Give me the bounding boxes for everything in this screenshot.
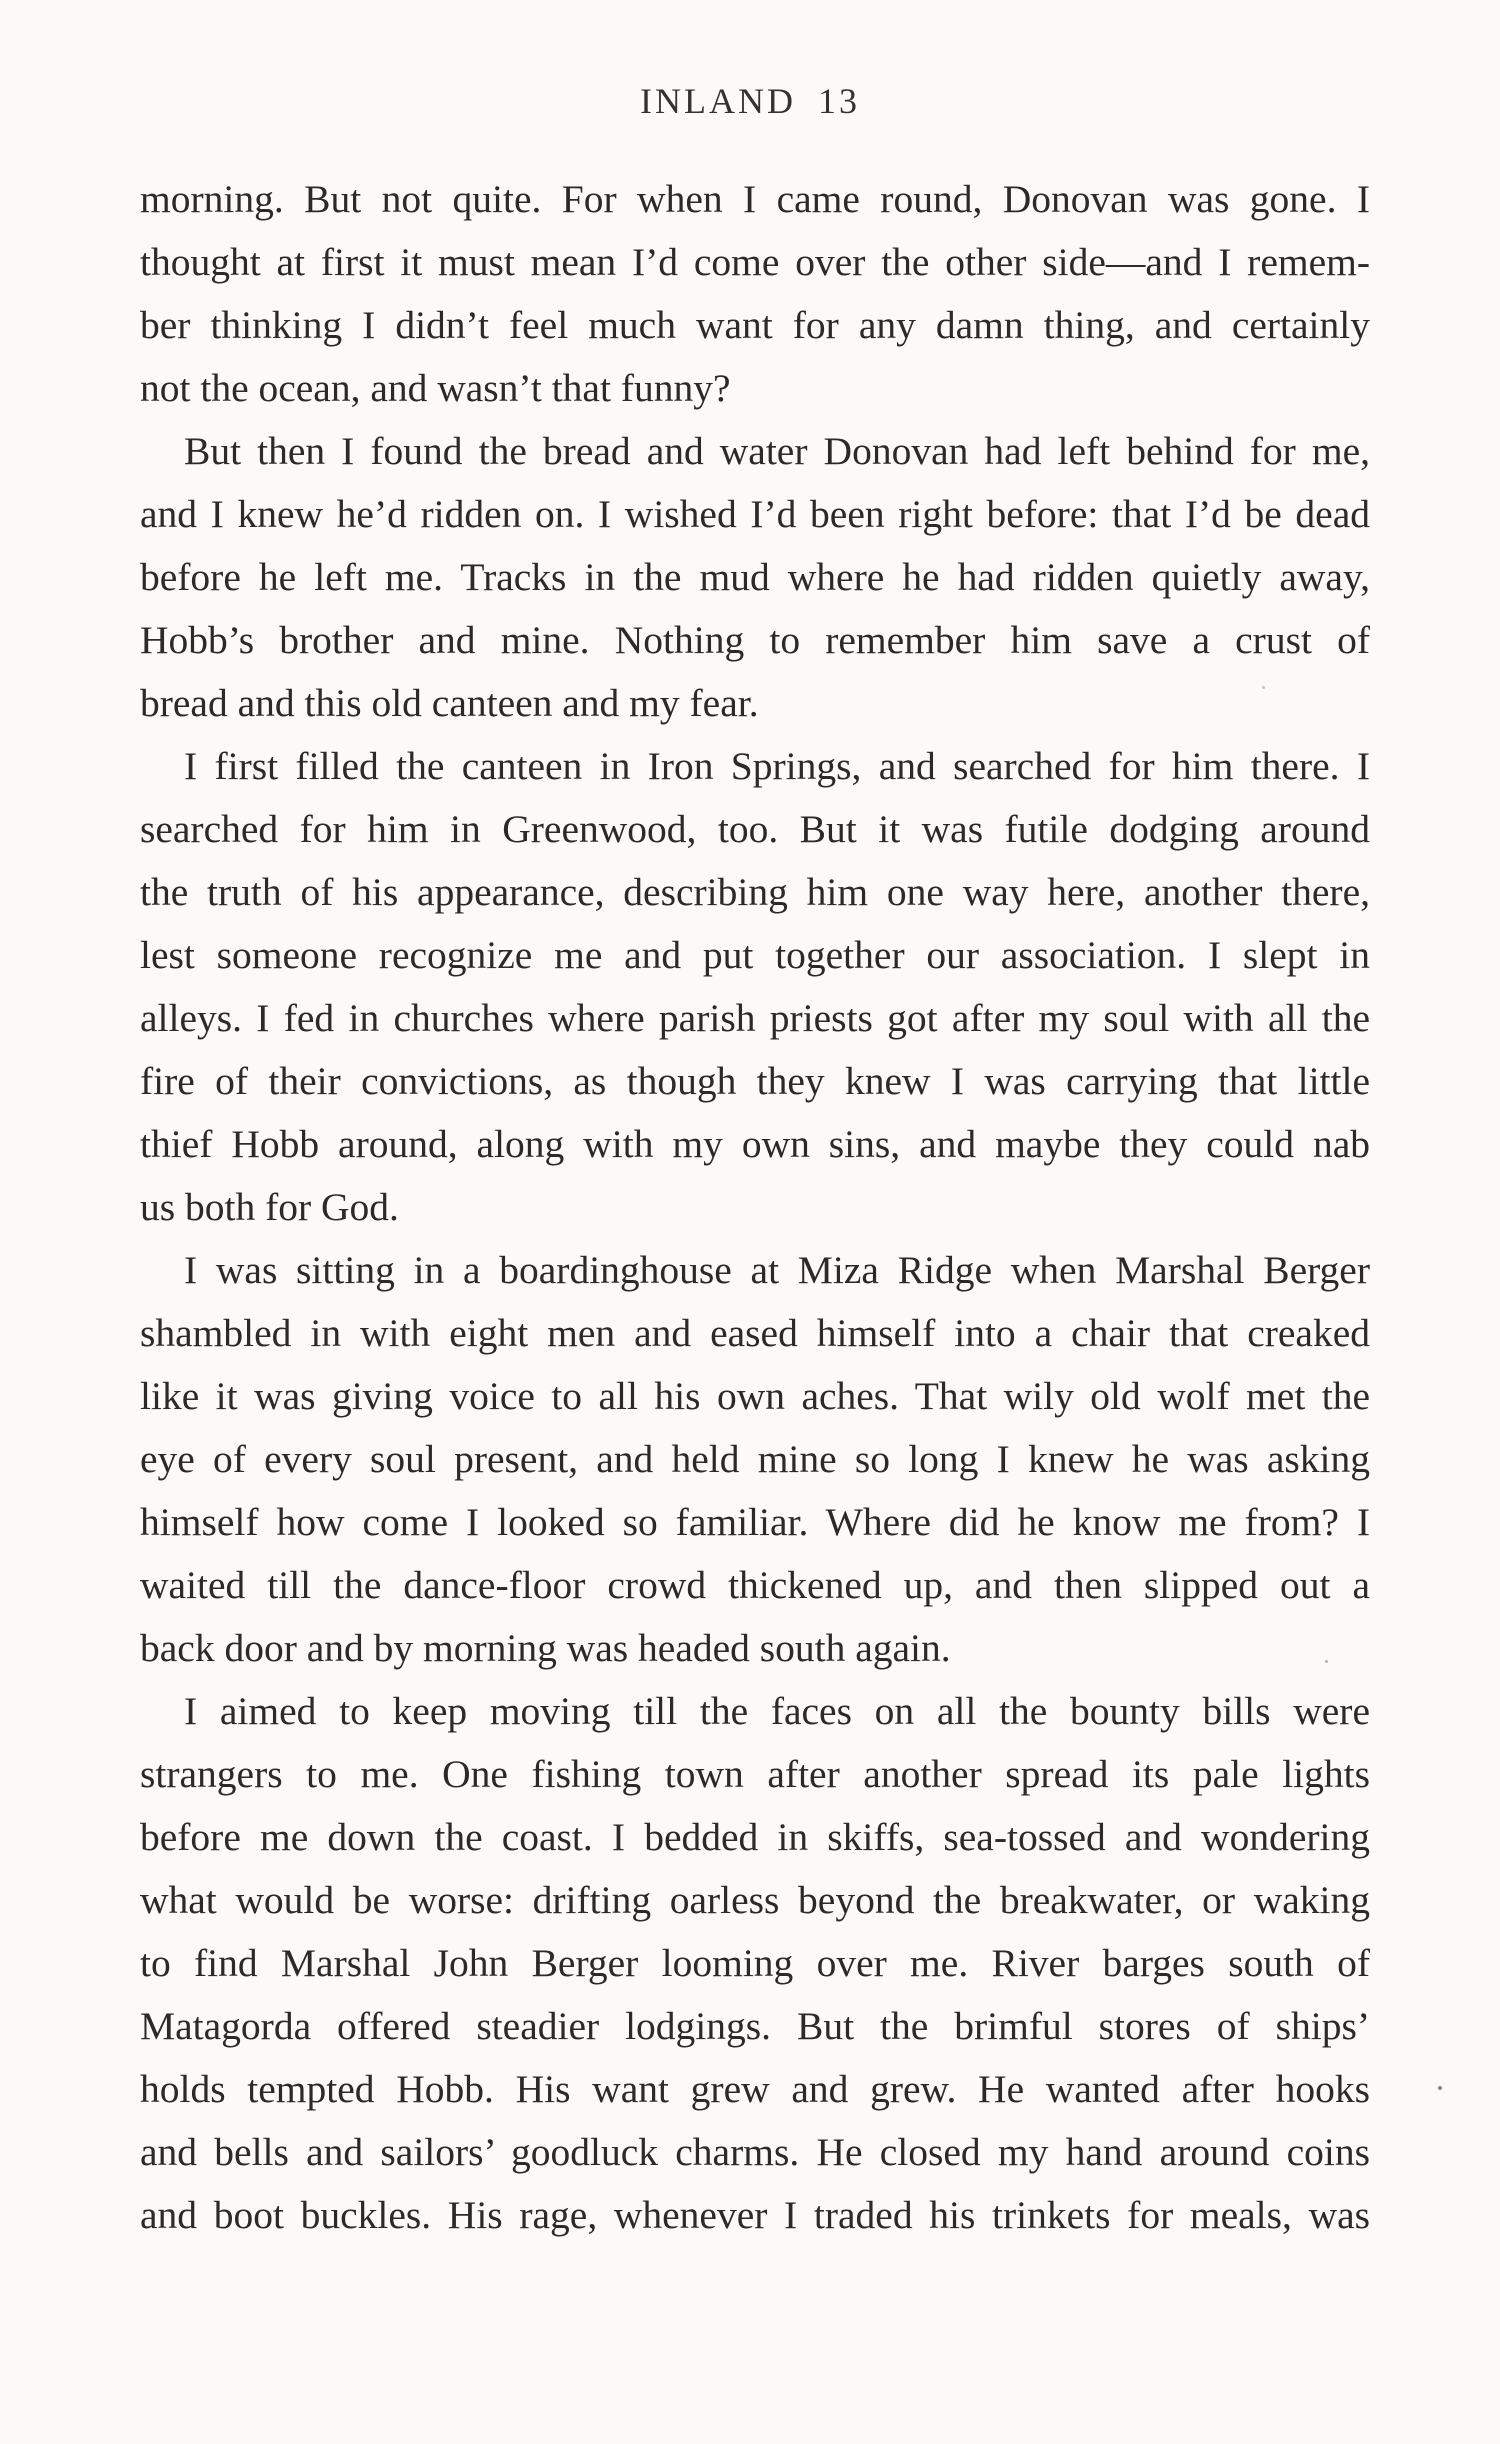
- text-line: strangers to me. One fishing town after another spread its pale lights: [140, 1752, 1370, 1796]
- scan-speck: [1325, 1660, 1328, 1663]
- page-number: 13: [817, 81, 860, 121]
- body-text: [140, 168, 1370, 2247]
- text-line: fire of their convictions, as though they knew I was carrying that little: [140, 1059, 1370, 1103]
- text-line: I first filled the canteen in Iron Springs, and searched for him there. I: [184, 744, 1370, 788]
- text-line: Matagorda offered steadier lodgings. But the brimful stores of ships’: [140, 2004, 1370, 2048]
- text-line: and I knew he’d ridden on. I wished I’d been right before: that I’d be dead: [140, 492, 1370, 536]
- text-line: ber thinking I didn’t feel much want for any damn thing, and certainly: [140, 303, 1370, 347]
- text-line: Hobb’s brother and mine. Nothing to remember him save a crust of: [140, 618, 1370, 662]
- text-line: bread and this old canteen and my fear.: [140, 681, 759, 725]
- text-line: the truth of his appearance, describing him one way here, another there,: [140, 870, 1370, 914]
- text-line: what would be worse: drifting oarless beyond the breakwater, or waking: [140, 1878, 1370, 1922]
- text-line: holds tempted Hobb. His want grew and grew. He wanted after hooks: [140, 2067, 1370, 2111]
- text-line: and bells and sailors’ goodluck charms. He closed my hand around coins: [140, 2130, 1370, 2174]
- text-line: and boot buckles. His rage, whenever I traded his trinkets for meals, was: [140, 2193, 1370, 2237]
- scan-speck: [1438, 2086, 1442, 2090]
- text-line: thief Hobb around, along with my own sins, and maybe they could nab: [140, 1122, 1370, 1166]
- text-line: thought at first it must mean I’d come over the other side—and I remem-: [140, 240, 1370, 284]
- text-line: waited till the dance-floor crowd thickened up, and then slipped out a: [140, 1563, 1370, 1607]
- text-line: before he left me. Tracks in the mud where he had ridden quietly away,: [140, 555, 1370, 599]
- text-line: lest someone recognize me and put together our association. I slept in: [140, 933, 1370, 977]
- text-line: back door and by morning was headed south again.: [140, 1626, 951, 1670]
- text-line: us both for God.: [140, 1185, 399, 1229]
- text-line: alleys. I fed in churches where parish priests got after my soul with all the: [140, 996, 1370, 1040]
- text-line: I was sitting in a boardinghouse at Miza Ridge when Marshal Berger: [184, 1248, 1370, 1292]
- running-head: [0, 80, 1500, 122]
- chapter-title: INLAND: [640, 81, 796, 121]
- text-line: But then I found the bread and water Donovan had left behind for me,: [184, 429, 1370, 473]
- text-line: eye of every soul present, and held mine so long I knew he was asking: [140, 1437, 1370, 1481]
- text-line: himself how come I looked so familiar. Where did he know me from? I: [140, 1500, 1370, 1544]
- text-line: searched for him in Greenwood, too. But it was futile dodging around: [140, 807, 1370, 851]
- text-line: before me down the coast. I bedded in skiffs, sea-tossed and wondering: [140, 1815, 1370, 1859]
- text-line: like it was giving voice to all his own aches. That wily old wolf met the: [140, 1374, 1370, 1418]
- text-line: not the ocean, and wasn’t that funny?: [140, 366, 731, 410]
- text-line: to find Marshal John Berger looming over me. River barges south of: [140, 1941, 1370, 1985]
- text-line: shambled in with eight men and eased himself into a chair that creaked: [140, 1311, 1370, 1355]
- text-line: morning. But not quite. For when I came round, Donovan was gone. I: [140, 177, 1370, 221]
- scan-speck: [1262, 686, 1265, 689]
- text-line: I aimed to keep moving till the faces on all the bounty bills were: [184, 1689, 1370, 1733]
